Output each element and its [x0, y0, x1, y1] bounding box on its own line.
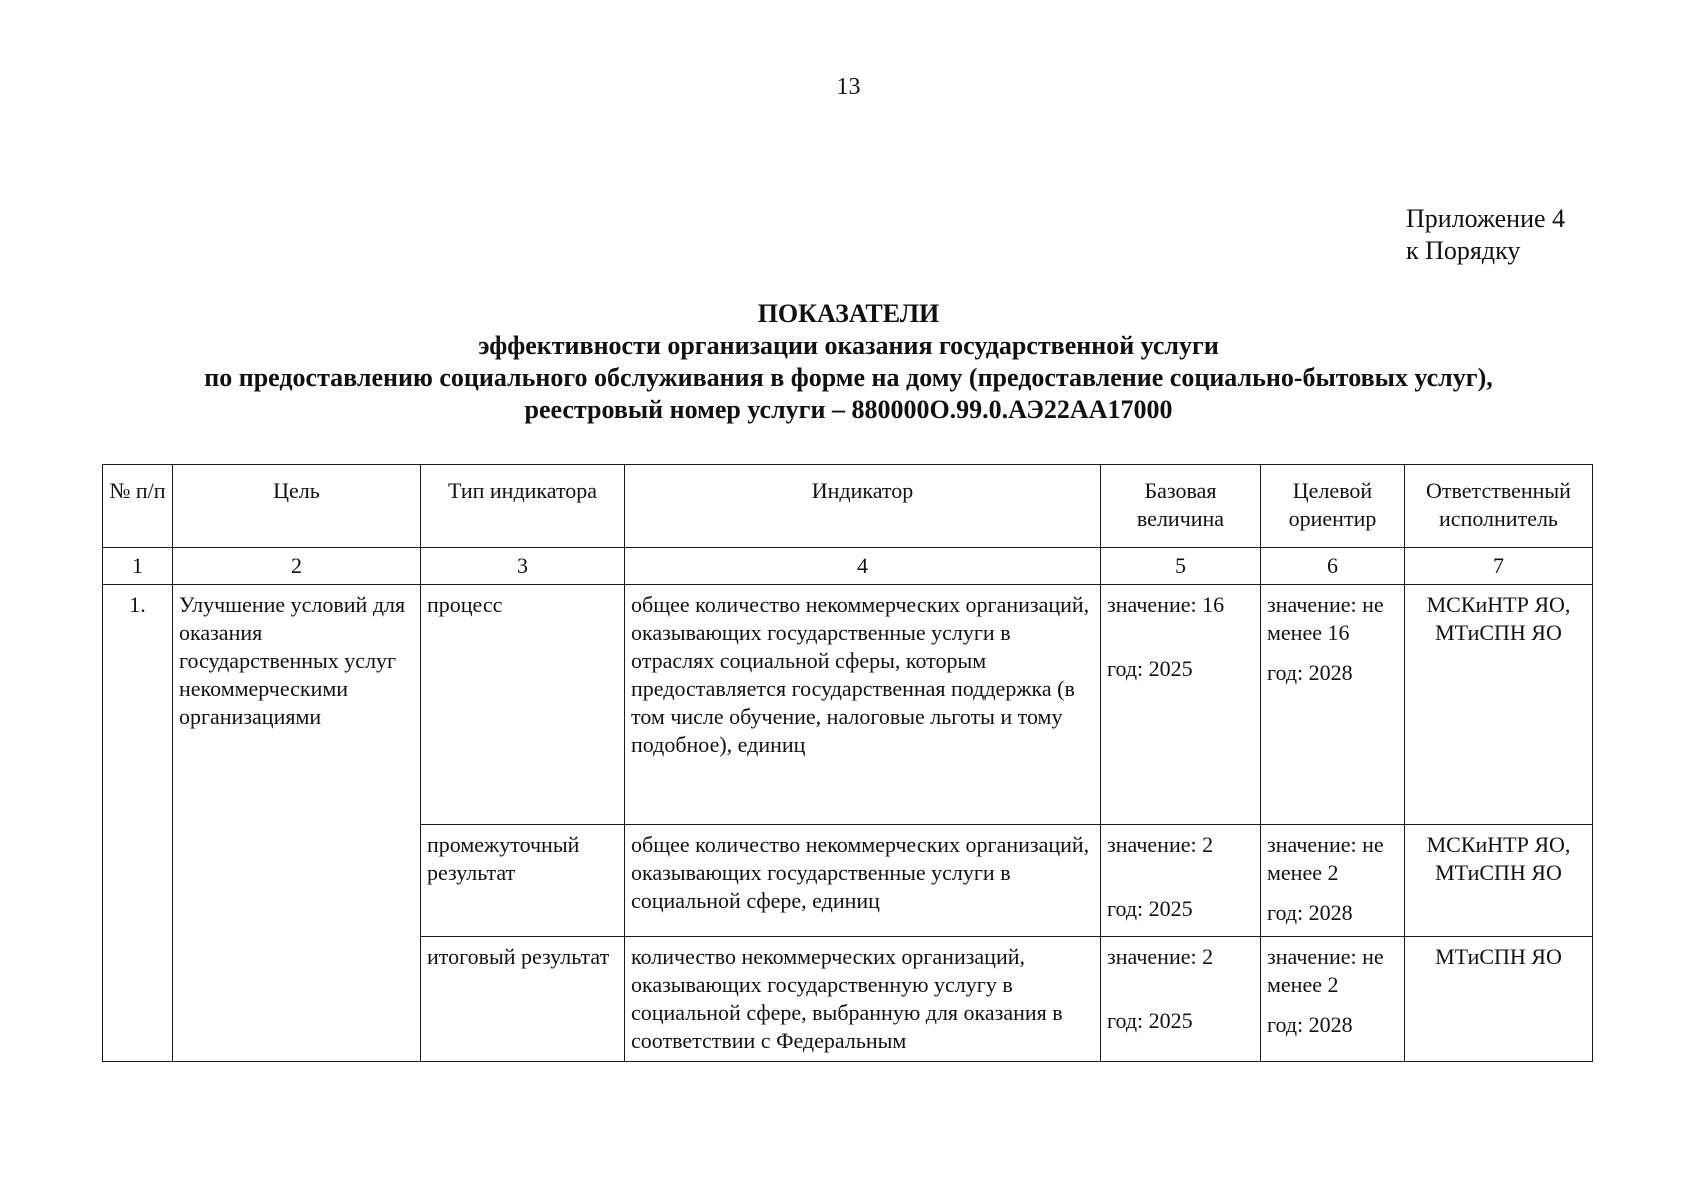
target-value-cell: [1261, 585, 1405, 825]
target-value-cell: [1261, 825, 1405, 937]
base-value-cell: [1101, 937, 1261, 1062]
base-value-cell: [1101, 825, 1261, 937]
heading-title: ПОКАЗАТЕЛИ: [757, 299, 940, 328]
base-year: год: 2025: [1107, 896, 1193, 921]
heading-line-2: эффективности организации оказания государственной услуги: [478, 331, 1219, 360]
appendix-note: [1406, 203, 1565, 267]
row-number: 1.: [103, 585, 173, 1062]
base-value: значение: 2: [1107, 832, 1214, 857]
column-number: 7: [1405, 548, 1593, 585]
header-target: Целевой ориентир: [1261, 465, 1405, 548]
column-number-row: [103, 548, 1593, 585]
base-value-cell: [1101, 585, 1261, 825]
target-value: значение: не менее 2: [1267, 944, 1384, 997]
appendix-line-2: к Порядку: [1406, 236, 1521, 265]
table-header-row: [103, 465, 1593, 548]
responsible: МСКиНТР ЯО, МТиСПН ЯО: [1405, 825, 1593, 937]
column-number: 2: [173, 548, 421, 585]
header-responsible: Ответственный исполнитель: [1405, 465, 1593, 548]
heading-line-3: по предоставлению социального обслуживания в форме на дому (предоставление социально-бытовых услуг),: [204, 363, 1493, 392]
base-value: значение: 16: [1107, 592, 1225, 617]
header-indicator: Индикатор: [625, 465, 1101, 548]
column-number: 1: [103, 548, 173, 585]
base-value: значение: 2: [1107, 944, 1214, 969]
target-value: значение: не менее 2: [1267, 832, 1384, 885]
header-base: Базовая величина: [1101, 465, 1261, 548]
table-row: [103, 585, 1593, 825]
target-year: год: 2028: [1267, 900, 1353, 925]
responsible: МСКиНТР ЯО, МТиСПН ЯО: [1405, 585, 1593, 825]
target-year: год: 2028: [1267, 1012, 1353, 1037]
base-year: год: 2025: [1107, 1008, 1193, 1033]
indicator-type: процесс: [421, 585, 625, 825]
header-goal: Цель: [173, 465, 421, 548]
target-year: год: 2028: [1267, 660, 1353, 685]
indicator-text: общее количество некоммерческих организаций, оказывающих государственные услуги в социальной сфере, единиц: [625, 825, 1101, 937]
column-number: 3: [421, 548, 625, 585]
indicators-table: [102, 464, 1593, 1062]
header-type: Тип индикатора: [421, 465, 625, 548]
base-year: год: 2025: [1107, 656, 1193, 681]
heading-line-4: реестровый номер услуги – 880000О.99.0.АЭ22АА17000: [524, 395, 1173, 424]
page-number: 13: [836, 74, 861, 100]
appendix-line-1: Приложение 4: [1406, 204, 1566, 233]
column-number: 4: [625, 548, 1101, 585]
target-value: значение: не менее 16: [1267, 592, 1384, 645]
indicator-type: промежуточный результат: [421, 825, 625, 937]
indicator-text: количество некоммерческих организаций, оказывающих государственную услугу в социальной сфере, выбранную для оказания в соответствии с Федеральным: [625, 937, 1101, 1062]
target-value-cell: [1261, 937, 1405, 1062]
indicator-type: итоговый результат: [421, 937, 625, 1062]
column-number: 5: [1101, 548, 1261, 585]
header-num: № п/п: [103, 465, 173, 548]
column-number: 6: [1261, 548, 1405, 585]
indicator-text: общее количество некоммерческих организаций, оказывающих государственные услуги в отраслях социальной сферы, которым предоставляется государственная поддержка (в том числе обучение, налоговые льготы и тому подобное), единиц: [625, 585, 1101, 825]
document-heading: [0, 298, 1697, 426]
responsible: МТиСПН ЯО: [1405, 937, 1593, 1062]
row-goal: Улучшение условий для оказания государственных услуг некоммерческими организациями: [173, 585, 421, 1062]
